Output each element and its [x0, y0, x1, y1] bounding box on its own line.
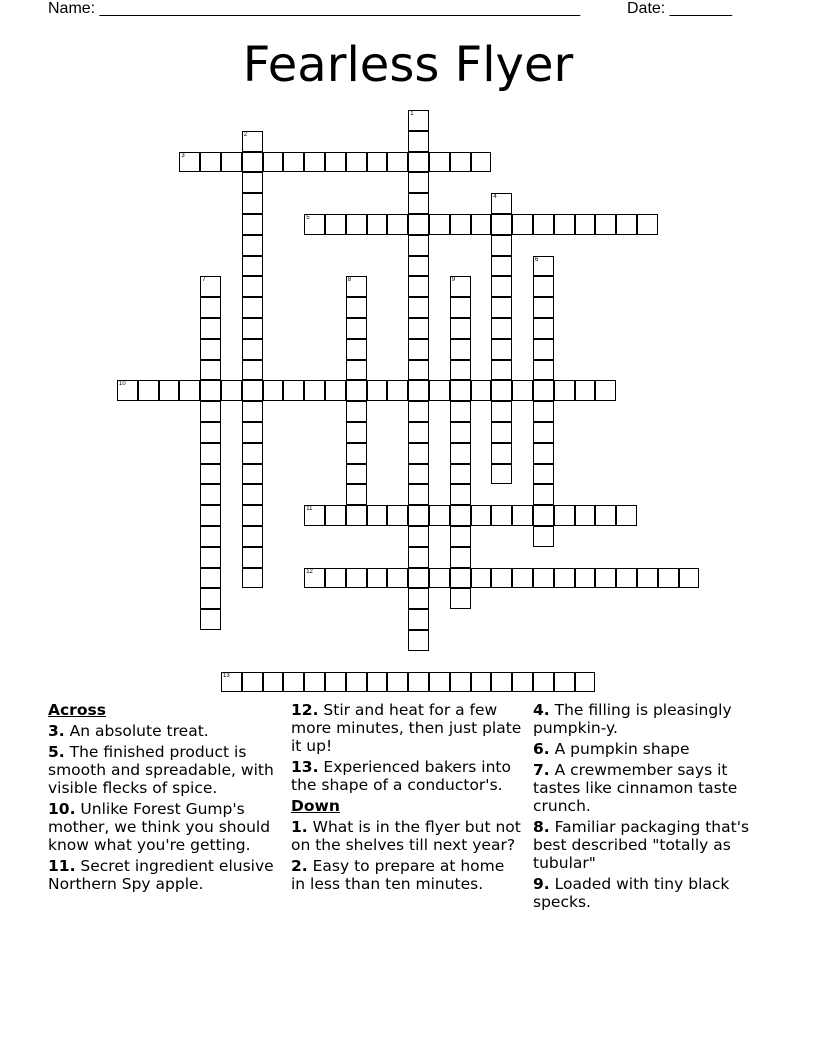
- grid-cell[interactable]: [491, 505, 512, 526]
- grid-cell[interactable]: [200, 318, 221, 339]
- grid-cell[interactable]: [325, 505, 346, 526]
- grid-cell[interactable]: [408, 256, 429, 277]
- grid-cell[interactable]: [200, 609, 221, 630]
- grid-cell[interactable]: [242, 464, 263, 485]
- grid-cell[interactable]: [491, 318, 512, 339]
- grid-cell[interactable]: [325, 214, 346, 235]
- grid-cell[interactable]: [533, 443, 554, 464]
- page-title: Fearless Flyer: [242, 37, 574, 93]
- grid-cell[interactable]: [471, 380, 492, 401]
- clue-down-7: 7. A crewmember says it tastes like cinnamon taste crunch.: [533, 761, 738, 815]
- grid-cell[interactable]: [200, 360, 221, 381]
- grid-cell[interactable]: [491, 256, 512, 277]
- grid-cell[interactable]: [346, 401, 367, 422]
- grid-cell[interactable]: [200, 422, 221, 443]
- grid-cell[interactable]: [450, 318, 471, 339]
- grid-cell[interactable]: [533, 568, 554, 589]
- grid-cell[interactable]: [408, 235, 429, 256]
- grid-cell[interactable]: [450, 339, 471, 360]
- grid-cell[interactable]: [242, 526, 263, 547]
- grid-cell[interactable]: [533, 256, 554, 277]
- name-field-label: Name: ______________________________________________________: [48, 0, 581, 17]
- grid-cell[interactable]: [387, 214, 408, 235]
- grid-cell[interactable]: [575, 214, 596, 235]
- grid-cell[interactable]: [200, 464, 221, 485]
- grid-cell[interactable]: [263, 380, 284, 401]
- grid-cell[interactable]: [346, 505, 367, 526]
- grid-cell[interactable]: [575, 568, 596, 589]
- grid-cell[interactable]: [242, 214, 263, 235]
- date-field-label: Date: _______: [627, 0, 732, 17]
- grid-cell[interactable]: [450, 568, 471, 589]
- grid-cell[interactable]: [450, 464, 471, 485]
- grid-cell[interactable]: [367, 152, 388, 173]
- grid-cell[interactable]: [242, 568, 263, 589]
- grid-cell[interactable]: [283, 152, 304, 173]
- grid-cell[interactable]: [491, 464, 512, 485]
- clue-down-2: 2. Easy to prepare at home in less than ten minutes.: [291, 857, 505, 893]
- grid-cell[interactable]: [408, 276, 429, 297]
- grid-cell[interactable]: [242, 672, 263, 693]
- grid-cell[interactable]: [346, 297, 367, 318]
- cell-number: 8: [347, 277, 352, 284]
- grid-cell[interactable]: [304, 505, 325, 526]
- grid-cell[interactable]: [491, 443, 512, 464]
- grid-cell[interactable]: [637, 568, 658, 589]
- grid-cell[interactable]: [491, 193, 512, 214]
- grid-cell[interactable]: [346, 568, 367, 589]
- grid-cell[interactable]: [533, 464, 554, 485]
- grid-cell[interactable]: [408, 152, 429, 173]
- grid-cell[interactable]: [138, 380, 159, 401]
- clues-column-3: [533, 701, 765, 914]
- grid-cell[interactable]: [200, 547, 221, 568]
- grid-cell[interactable]: [325, 380, 346, 401]
- grid-cell[interactable]: [450, 547, 471, 568]
- grid-cell[interactable]: [408, 672, 429, 693]
- grid-cell[interactable]: [408, 568, 429, 589]
- grid-cell[interactable]: [471, 672, 492, 693]
- grid-cell[interactable]: [450, 505, 471, 526]
- grid-cell[interactable]: [491, 276, 512, 297]
- grid-cell[interactable]: [242, 318, 263, 339]
- grid-cell[interactable]: [471, 505, 492, 526]
- grid-cell[interactable]: [491, 214, 512, 235]
- grid-cell[interactable]: [221, 380, 242, 401]
- grid-cell[interactable]: [367, 214, 388, 235]
- grid-cell[interactable]: [533, 672, 554, 693]
- grid-cell[interactable]: [242, 484, 263, 505]
- grid-cell[interactable]: [471, 152, 492, 173]
- cell-number: 4: [493, 194, 497, 201]
- grid-cell[interactable]: [408, 131, 429, 152]
- grid-cell[interactable]: [575, 505, 596, 526]
- grid-cell[interactable]: [179, 152, 200, 173]
- grid-cell[interactable]: [450, 380, 471, 401]
- grid-cell[interactable]: [221, 672, 242, 693]
- grid-cell[interactable]: [533, 505, 554, 526]
- grid-cell[interactable]: [283, 672, 304, 693]
- grid-cell[interactable]: [533, 360, 554, 381]
- grid-cell[interactable]: [346, 672, 367, 693]
- cell-number: 3: [181, 152, 185, 159]
- grid-cell[interactable]: [200, 484, 221, 505]
- grid-cell[interactable]: [325, 672, 346, 693]
- grid-cell[interactable]: [491, 360, 512, 381]
- clue-across-3: 3. An absolute treat.: [48, 722, 209, 740]
- grid-cell[interactable]: [491, 380, 512, 401]
- grid-cell[interactable]: [346, 152, 367, 173]
- grid-cell[interactable]: [242, 422, 263, 443]
- grid-cell[interactable]: [242, 276, 263, 297]
- grid-cell[interactable]: [408, 172, 429, 193]
- grid-cell[interactable]: [616, 568, 637, 589]
- grid-cell[interactable]: [408, 484, 429, 505]
- grid-cell[interactable]: [512, 214, 533, 235]
- clue-across-11: 11. Secret ingredient elusive Northern Spy apple.: [48, 857, 274, 893]
- grid-cell[interactable]: [554, 380, 575, 401]
- grid-cell[interactable]: [200, 526, 221, 547]
- clue-down-6: 6. A pumpkin shape: [533, 740, 690, 758]
- grid-cell[interactable]: [242, 505, 263, 526]
- grid-cell[interactable]: [471, 568, 492, 589]
- grid-cell[interactable]: [408, 110, 429, 131]
- grid-cell[interactable]: [346, 318, 367, 339]
- grid-cell[interactable]: [575, 672, 596, 693]
- grid-cell[interactable]: [408, 505, 429, 526]
- grid-cell[interactable]: [512, 672, 533, 693]
- cell-number: 12: [306, 568, 313, 575]
- clue-across-13: 13. Experienced bakers into the shape of a conductor's.: [291, 758, 511, 794]
- grid-cell[interactable]: [491, 568, 512, 589]
- grid-cell[interactable]: [346, 276, 367, 297]
- grid-cell[interactable]: [471, 214, 492, 235]
- grid-cell[interactable]: [533, 380, 554, 401]
- grid-cell[interactable]: [304, 568, 325, 589]
- grid-cell[interactable]: [429, 505, 450, 526]
- grid-cell[interactable]: [554, 672, 575, 693]
- grid-cell[interactable]: [450, 484, 471, 505]
- grid-cell[interactable]: [616, 505, 637, 526]
- grid-cell[interactable]: [408, 297, 429, 318]
- grid-cell[interactable]: [512, 505, 533, 526]
- clue-down-4: 4. The filling is pleasingly pumpkin-y.: [533, 701, 732, 737]
- grid-cell[interactable]: [616, 214, 637, 235]
- grid-cell[interactable]: [429, 214, 450, 235]
- grid-cell[interactable]: [387, 152, 408, 173]
- grid-cell[interactable]: [491, 339, 512, 360]
- grid-cell[interactable]: [408, 193, 429, 214]
- grid-cell[interactable]: [242, 193, 263, 214]
- grid-cell[interactable]: [408, 214, 429, 235]
- grid-cell[interactable]: [595, 568, 616, 589]
- grid-cell[interactable]: [450, 526, 471, 547]
- grid-cell[interactable]: [200, 505, 221, 526]
- grid-cell[interactable]: [554, 505, 575, 526]
- cell-number: 5: [306, 215, 310, 221]
- grid-cell[interactable]: [512, 568, 533, 589]
- grid-cell[interactable]: [533, 422, 554, 443]
- grid-cell[interactable]: [450, 422, 471, 443]
- clue-across-12: 12. Stir and heat for a few more minutes, then just plate it up!: [291, 701, 522, 755]
- grid-cell[interactable]: [159, 380, 180, 401]
- grid-cell[interactable]: [450, 152, 471, 173]
- grid-cell[interactable]: [367, 505, 388, 526]
- grid-cell[interactable]: [387, 672, 408, 693]
- cell-number: 6: [535, 256, 539, 263]
- grid-cell[interactable]: [367, 568, 388, 589]
- grid-cell[interactable]: [200, 588, 221, 609]
- grid-cell[interactable]: [367, 380, 388, 401]
- clue-down-8: 8. Familiar packaging that's best described "totally as tubular": [533, 818, 750, 872]
- grid-cell[interactable]: [533, 214, 554, 235]
- grid-cell[interactable]: [450, 297, 471, 318]
- cell-number: 11: [306, 506, 313, 513]
- grid-cell[interactable]: [408, 609, 429, 630]
- grid-cell[interactable]: [221, 152, 242, 173]
- grid-cell[interactable]: [346, 464, 367, 485]
- grid-cell[interactable]: [325, 568, 346, 589]
- grid-cell[interactable]: [242, 547, 263, 568]
- grid-cell[interactable]: [304, 672, 325, 693]
- grid-cell[interactable]: [387, 380, 408, 401]
- grid-cell[interactable]: [304, 152, 325, 173]
- grid-cell[interactable]: [533, 318, 554, 339]
- grid-cell[interactable]: [200, 380, 221, 401]
- grid-cell[interactable]: [533, 276, 554, 297]
- grid-cell[interactable]: [554, 568, 575, 589]
- cell-number: 10: [119, 381, 126, 388]
- grid-cell[interactable]: [346, 360, 367, 381]
- grid-cell[interactable]: [242, 235, 263, 256]
- grid-cell[interactable]: [533, 401, 554, 422]
- grid-cell[interactable]: [200, 401, 221, 422]
- grid-cell[interactable]: [387, 505, 408, 526]
- grid-cell[interactable]: [450, 588, 471, 609]
- grid-cell[interactable]: [346, 422, 367, 443]
- grid-cell[interactable]: [263, 672, 284, 693]
- grid-cell[interactable]: [200, 339, 221, 360]
- grid-cell[interactable]: [450, 443, 471, 464]
- grid-cell[interactable]: [179, 380, 200, 401]
- cell-number: 2: [243, 131, 248, 138]
- grid-cell[interactable]: [429, 380, 450, 401]
- clue-down-9: 9. Loaded with tiny black specks.: [533, 875, 730, 911]
- grid-cell[interactable]: [491, 235, 512, 256]
- grid-cell[interactable]: [408, 360, 429, 381]
- grid-cell[interactable]: [304, 214, 325, 235]
- grid-cell[interactable]: [346, 443, 367, 464]
- clues-column-1: [48, 701, 280, 896]
- grid-cell[interactable]: [679, 568, 700, 589]
- grid-cell[interactable]: [242, 172, 263, 193]
- grid-cell[interactable]: [242, 297, 263, 318]
- clues-column-2: [291, 701, 523, 896]
- grid-cell[interactable]: [408, 526, 429, 547]
- grid-cell[interactable]: [533, 484, 554, 505]
- grid-cell[interactable]: [242, 131, 263, 152]
- down-heading: Down: [291, 797, 340, 815]
- grid-cell[interactable]: [408, 380, 429, 401]
- grid-cell[interactable]: [200, 443, 221, 464]
- grid-cell[interactable]: [408, 630, 429, 651]
- grid-cell[interactable]: [429, 672, 450, 693]
- grid-cell[interactable]: [408, 464, 429, 485]
- grid-cell[interactable]: [491, 297, 512, 318]
- grid-cell[interactable]: [242, 380, 263, 401]
- grid-cell[interactable]: [346, 380, 367, 401]
- grid-cell[interactable]: [200, 276, 221, 297]
- grid-cell[interactable]: [533, 297, 554, 318]
- grid-cell[interactable]: [346, 339, 367, 360]
- grid-cell[interactable]: [595, 505, 616, 526]
- grid-cell[interactable]: [242, 152, 263, 173]
- grid-cell[interactable]: [575, 380, 596, 401]
- grid-cell[interactable]: [408, 443, 429, 464]
- grid-cell[interactable]: [595, 214, 616, 235]
- grid-cell[interactable]: [450, 214, 471, 235]
- cell-number: 13: [223, 672, 230, 679]
- grid-cell[interactable]: [367, 672, 388, 693]
- grid-cell[interactable]: [304, 380, 325, 401]
- grid-cell[interactable]: [429, 568, 450, 589]
- grid-cell[interactable]: [387, 568, 408, 589]
- grid-cell[interactable]: [491, 401, 512, 422]
- grid-cell[interactable]: [533, 339, 554, 360]
- grid-cell[interactable]: [200, 152, 221, 173]
- cell-number: 7: [202, 277, 206, 284]
- across-heading: Across: [48, 701, 106, 719]
- grid-cell[interactable]: [450, 360, 471, 381]
- clue-across-10: 10. Unlike Forest Gump's mother, we think you should know what you're getting.: [48, 800, 271, 854]
- grid-cell[interactable]: [242, 256, 263, 277]
- grid-cell[interactable]: [408, 401, 429, 422]
- clue-down-1: 1. What is in the flyer but not on the shelves till next year?: [291, 818, 521, 854]
- grid-cell[interactable]: [429, 152, 450, 173]
- grid-cell[interactable]: [200, 297, 221, 318]
- grid-cell[interactable]: [491, 422, 512, 443]
- grid-cell[interactable]: [595, 380, 616, 401]
- grid-cell[interactable]: [408, 422, 429, 443]
- grid-cell[interactable]: [408, 547, 429, 568]
- grid-cell[interactable]: [346, 214, 367, 235]
- clue-across-5: 5. The finished product is smooth and spreadable, with visible flecks of spice.: [48, 743, 274, 797]
- grid-cell[interactable]: [117, 380, 138, 401]
- cell-number: 9: [451, 277, 456, 284]
- cell-number: 1: [410, 111, 414, 117]
- grid-cell[interactable]: [263, 152, 284, 173]
- grid-cell[interactable]: [554, 214, 575, 235]
- grid-cell[interactable]: [491, 672, 512, 693]
- grid-cell[interactable]: [408, 339, 429, 360]
- grid-cell[interactable]: [325, 152, 346, 173]
- grid-cell[interactable]: [200, 568, 221, 589]
- grid-cell[interactable]: [408, 588, 429, 609]
- grid-cell[interactable]: [658, 568, 679, 589]
- grid-cell[interactable]: [512, 380, 533, 401]
- grid-cell[interactable]: [346, 484, 367, 505]
- grid-cell[interactable]: [242, 443, 263, 464]
- grid-cell[interactable]: [637, 214, 658, 235]
- grid-cell[interactable]: [533, 526, 554, 547]
- grid-cell[interactable]: [450, 276, 471, 297]
- grid-cell[interactable]: [242, 360, 263, 381]
- grid-cell[interactable]: [242, 339, 263, 360]
- grid-cell[interactable]: [450, 401, 471, 422]
- grid-cell[interactable]: [242, 401, 263, 422]
- grid-cell[interactable]: [283, 380, 304, 401]
- grid-cell[interactable]: [408, 318, 429, 339]
- grid-cell[interactable]: [450, 672, 471, 693]
